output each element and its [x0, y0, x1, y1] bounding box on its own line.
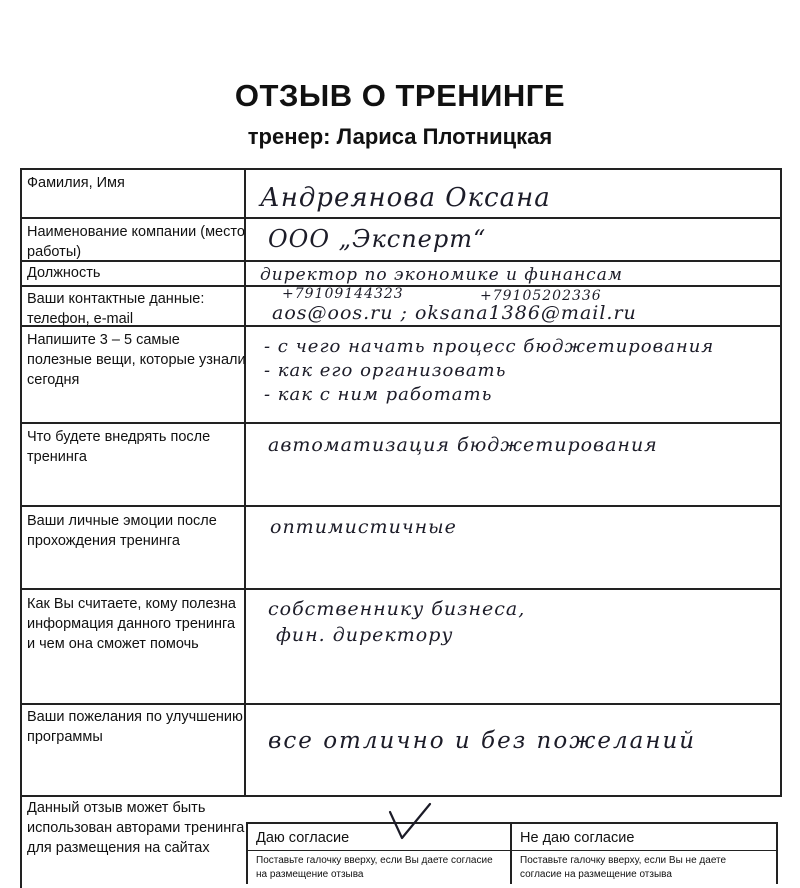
row-divider: [20, 422, 782, 424]
answer-company: ООО „Эксперт“: [268, 225, 487, 253]
feedback-form: [20, 168, 782, 888]
answer-emotions: оптимистичные: [270, 516, 457, 538]
answer-phone-2: +79105202336: [480, 288, 602, 304]
form-right-border: [780, 168, 782, 795]
label-contacts: Ваши контактные данные: телефон, e-mail: [27, 291, 205, 327]
answer-who-benefits-2: фин. директору: [276, 624, 454, 646]
consent-agree-note: Поставьте галочку вверху, если Вы даете согласие на размещение отзыва: [256, 855, 493, 880]
answer-emails: aos@oos.ru ; oksana1386@mail.ru: [272, 302, 637, 324]
consent-disagree-cell[interactable]: [512, 824, 776, 884]
answer-useful-3: - как с ним работать: [264, 384, 493, 405]
row-divider: [20, 217, 782, 219]
answer-implement: автоматизация бюджетирования: [268, 434, 658, 456]
label-useful-things: Напишите 3 – 5 самые полезные вещи, которые узнали сегодня: [27, 332, 246, 388]
consent-disagree-note: Поставьте галочку вверху, если Вы не даете согласие на размещение отзыва: [520, 855, 727, 880]
row-divider: [20, 795, 782, 797]
answer-wishes: все отлично и без пожеланий: [268, 728, 697, 754]
label-who-benefits: Как Вы считаете, кому полезна информация данного тренинга и чем она сможет помочь: [27, 596, 236, 652]
label-position: Должность: [27, 265, 101, 281]
row-divider: [20, 588, 782, 590]
consent-separator: [248, 850, 510, 851]
page-title: ОТЗЫВ О ТРЕНИНГЕ: [234, 78, 566, 113]
answer-phone-1: +79109144323: [282, 286, 404, 302]
label-what-to-implement: Что будете внедрять после тренинга: [27, 429, 211, 465]
label-emotions: Ваши личные эмоции после прохождения тренинга: [27, 513, 217, 549]
answer-position: директор по экономике и финансам: [260, 265, 623, 285]
trainer-subtitle: тренер: Лариса Плотницкая: [247, 124, 553, 149]
consent-separator: [512, 850, 776, 851]
row-divider: [20, 703, 782, 705]
consent-agree-label: Даю согласие: [256, 830, 350, 846]
consent-disagree-label: Не даю согласие: [520, 830, 635, 846]
label-company: Наименование компании (место работы): [27, 224, 245, 260]
consent-agree-cell[interactable]: [248, 824, 510, 884]
checkmark-icon: [386, 802, 436, 846]
answer-who-benefits-1: собственнику бизнеса,: [268, 598, 526, 620]
form-left-border: [20, 168, 22, 888]
label-publication-consent: Данный отзыв может быть использован авторами тренинга для размещения на сайтах: [27, 800, 245, 856]
row-divider: [20, 505, 782, 507]
label-wishes: Ваши пожелания по улучшению программы: [27, 709, 243, 745]
answer-full-name: Андреянова Оксана: [260, 183, 551, 213]
label-full-name: Фамилия, Имя: [27, 175, 125, 191]
row-divider: [20, 168, 782, 170]
answer-useful-2: - как его организовать: [264, 360, 507, 381]
answer-useful-1: - с чего начать процесс бюджетирования: [264, 336, 715, 357]
